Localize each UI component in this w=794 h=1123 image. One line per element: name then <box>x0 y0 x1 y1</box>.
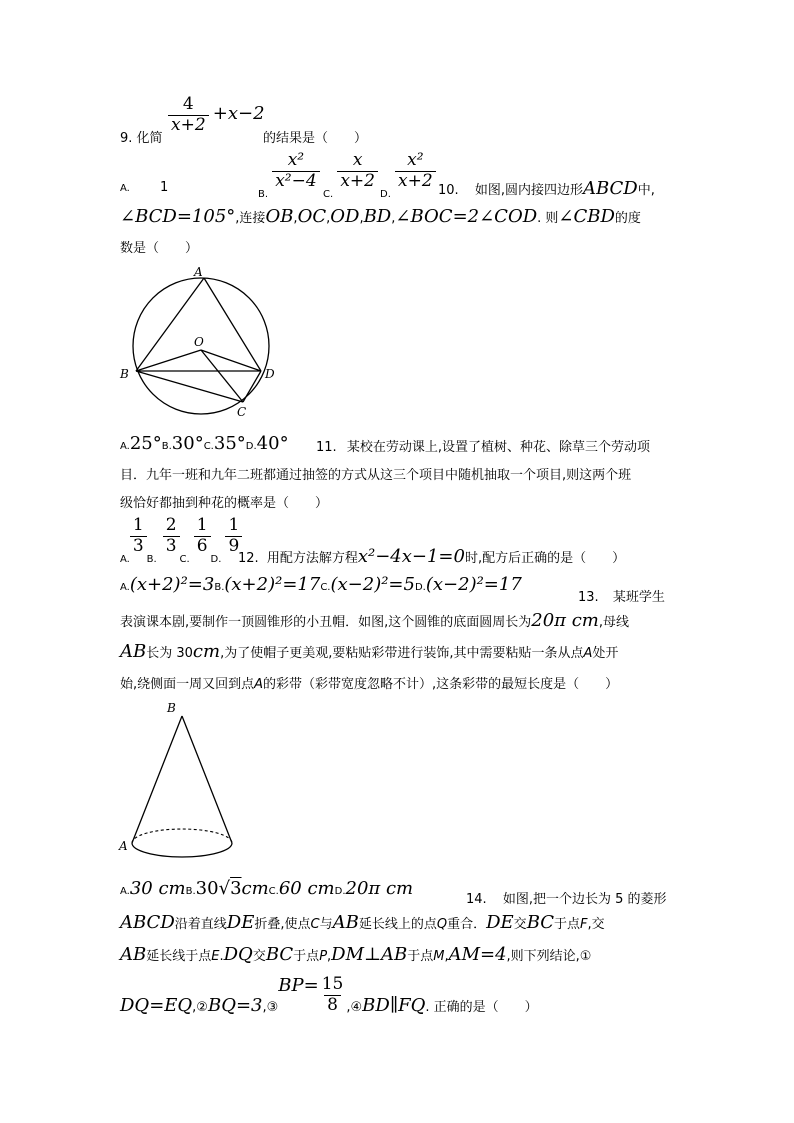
q12-number: 12. <box>238 551 259 566</box>
q9-fraction: $\frac{4}{x+2}$ <box>168 96 209 135</box>
label-b: B <box>120 367 129 381</box>
q10-number: 10. <box>438 183 459 198</box>
q13-line4: 始,绕侧面一周又回到点A的彩带（彩带宽度忽略不计）,这条彩带的最短长度是（ ） <box>120 677 619 692</box>
q10-options: A.25°B.30°C.35°D.40° <box>120 433 289 454</box>
q9-stem <box>120 127 163 146</box>
q9-option-d: $_{D.}$ $\frac{\text{x²}}{x+2}$ <box>380 152 436 200</box>
q13-number: 13. <box>578 590 599 605</box>
q11-line3: 级恰好都抽到种花的概率是（ ） <box>120 496 329 511</box>
q11-line1: 11. 某校在劳动课上,设置了植树、种花、除草三个劳动项 <box>316 440 650 455</box>
q12-stem: 12. 用配方法解方程x²−4x−1=0时,配方后正确的是（ ） <box>238 546 626 567</box>
cone-base-front <box>132 843 232 857</box>
label-o: O <box>194 335 204 349</box>
cone-left-edge <box>132 716 182 843</box>
segment-ad <box>204 278 261 371</box>
q10-circle-figure <box>110 262 290 422</box>
q13-cone-figure <box>112 698 242 863</box>
q13-line2: 表演课本剧,要制作一顶圆锥形的小丑帽．如图,这个圆锥的底面圆周长为20π cm,母线 <box>120 610 630 631</box>
q9-option-c: $_{C.}$ $\frac{x}{x+2}$ <box>323 152 378 200</box>
cone-right-edge <box>182 716 232 843</box>
q14-line3: AB延长线于点E.DQ交BC于点P,DM⊥AB于点M,AM=4,则下列结论,① <box>120 944 592 965</box>
label-d: D <box>265 367 275 381</box>
q14-line2: ABCD沿着直线DE折叠,使点C与AB延长线上的点Q重合．DE交BC于点F,交 <box>120 912 605 933</box>
label-c: C <box>237 405 247 419</box>
q9-option-b: $_{B.}$ $\frac{\text{x²}}{\text{x²−4}}$ <box>258 152 320 200</box>
q9-stem-text: 化简 <box>136 131 163 146</box>
label-a: A <box>194 265 203 279</box>
q9-after: 的结果是（ ） <box>263 131 368 146</box>
q14-line1: 14. 如图,把一个边长为 5 的菱形 <box>466 892 667 907</box>
q10-line1: 10. 如图,圆内接四边形ABCD中, <box>438 178 655 199</box>
label-b: B <box>167 701 176 715</box>
q10-line2: ∠BCD=105°,连接OB,OC,OD,BD,∠BOC=2∠COD. 则∠CBD的度 <box>120 206 641 227</box>
q12-options: A.(x+2)²=3B.(x+2)²=17C.(x−2)²=5D.(x−2)²=17 <box>120 574 522 595</box>
q13-line3: AB长为 30cm,为了使帽子更美观,要粘贴彩带进行装饰,其中需要粘贴一条从点A处开 <box>120 641 619 662</box>
segment-ob <box>136 350 201 371</box>
q14-number: 14. <box>466 892 487 907</box>
label-a: A <box>119 839 128 853</box>
q9-option-a: A. 1 <box>120 180 169 195</box>
q13-options: A.30 cmB.30√3cmC.60 cmD.20π cm <box>120 878 414 899</box>
cone-base-back <box>132 829 232 843</box>
q11-options: $_{A.}$ $\frac{1}{3}$ $_{B.}$ $\frac{2}{3}$ $_{C.}$ $\frac{1}{6}$ $_{D.}$ $\frac{1}{9}$ <box>120 517 242 565</box>
q9-expression <box>168 96 265 135</box>
segment-ab <box>136 278 204 371</box>
q13-line1: 13. 某班学生 <box>578 590 665 605</box>
q11-number: 11. <box>316 440 337 455</box>
q11-line2: 目．九年一班和九年二班都通过抽签的方式从这三个项目中随机抽取一个项目,则这两个班 <box>120 468 632 483</box>
segment-bc <box>136 371 243 402</box>
q10-line3: 数是（ ） <box>120 241 199 256</box>
q14-line4: DQ=EQ,②BQ=3,③BP= $\frac{15}{8}$ ,④BD∥FQ. 正确的是（ ） <box>120 974 538 1016</box>
q9-number: 9. <box>120 131 133 146</box>
q9-expr-tail: +x−2 <box>212 102 265 124</box>
segment-cd <box>243 371 261 402</box>
